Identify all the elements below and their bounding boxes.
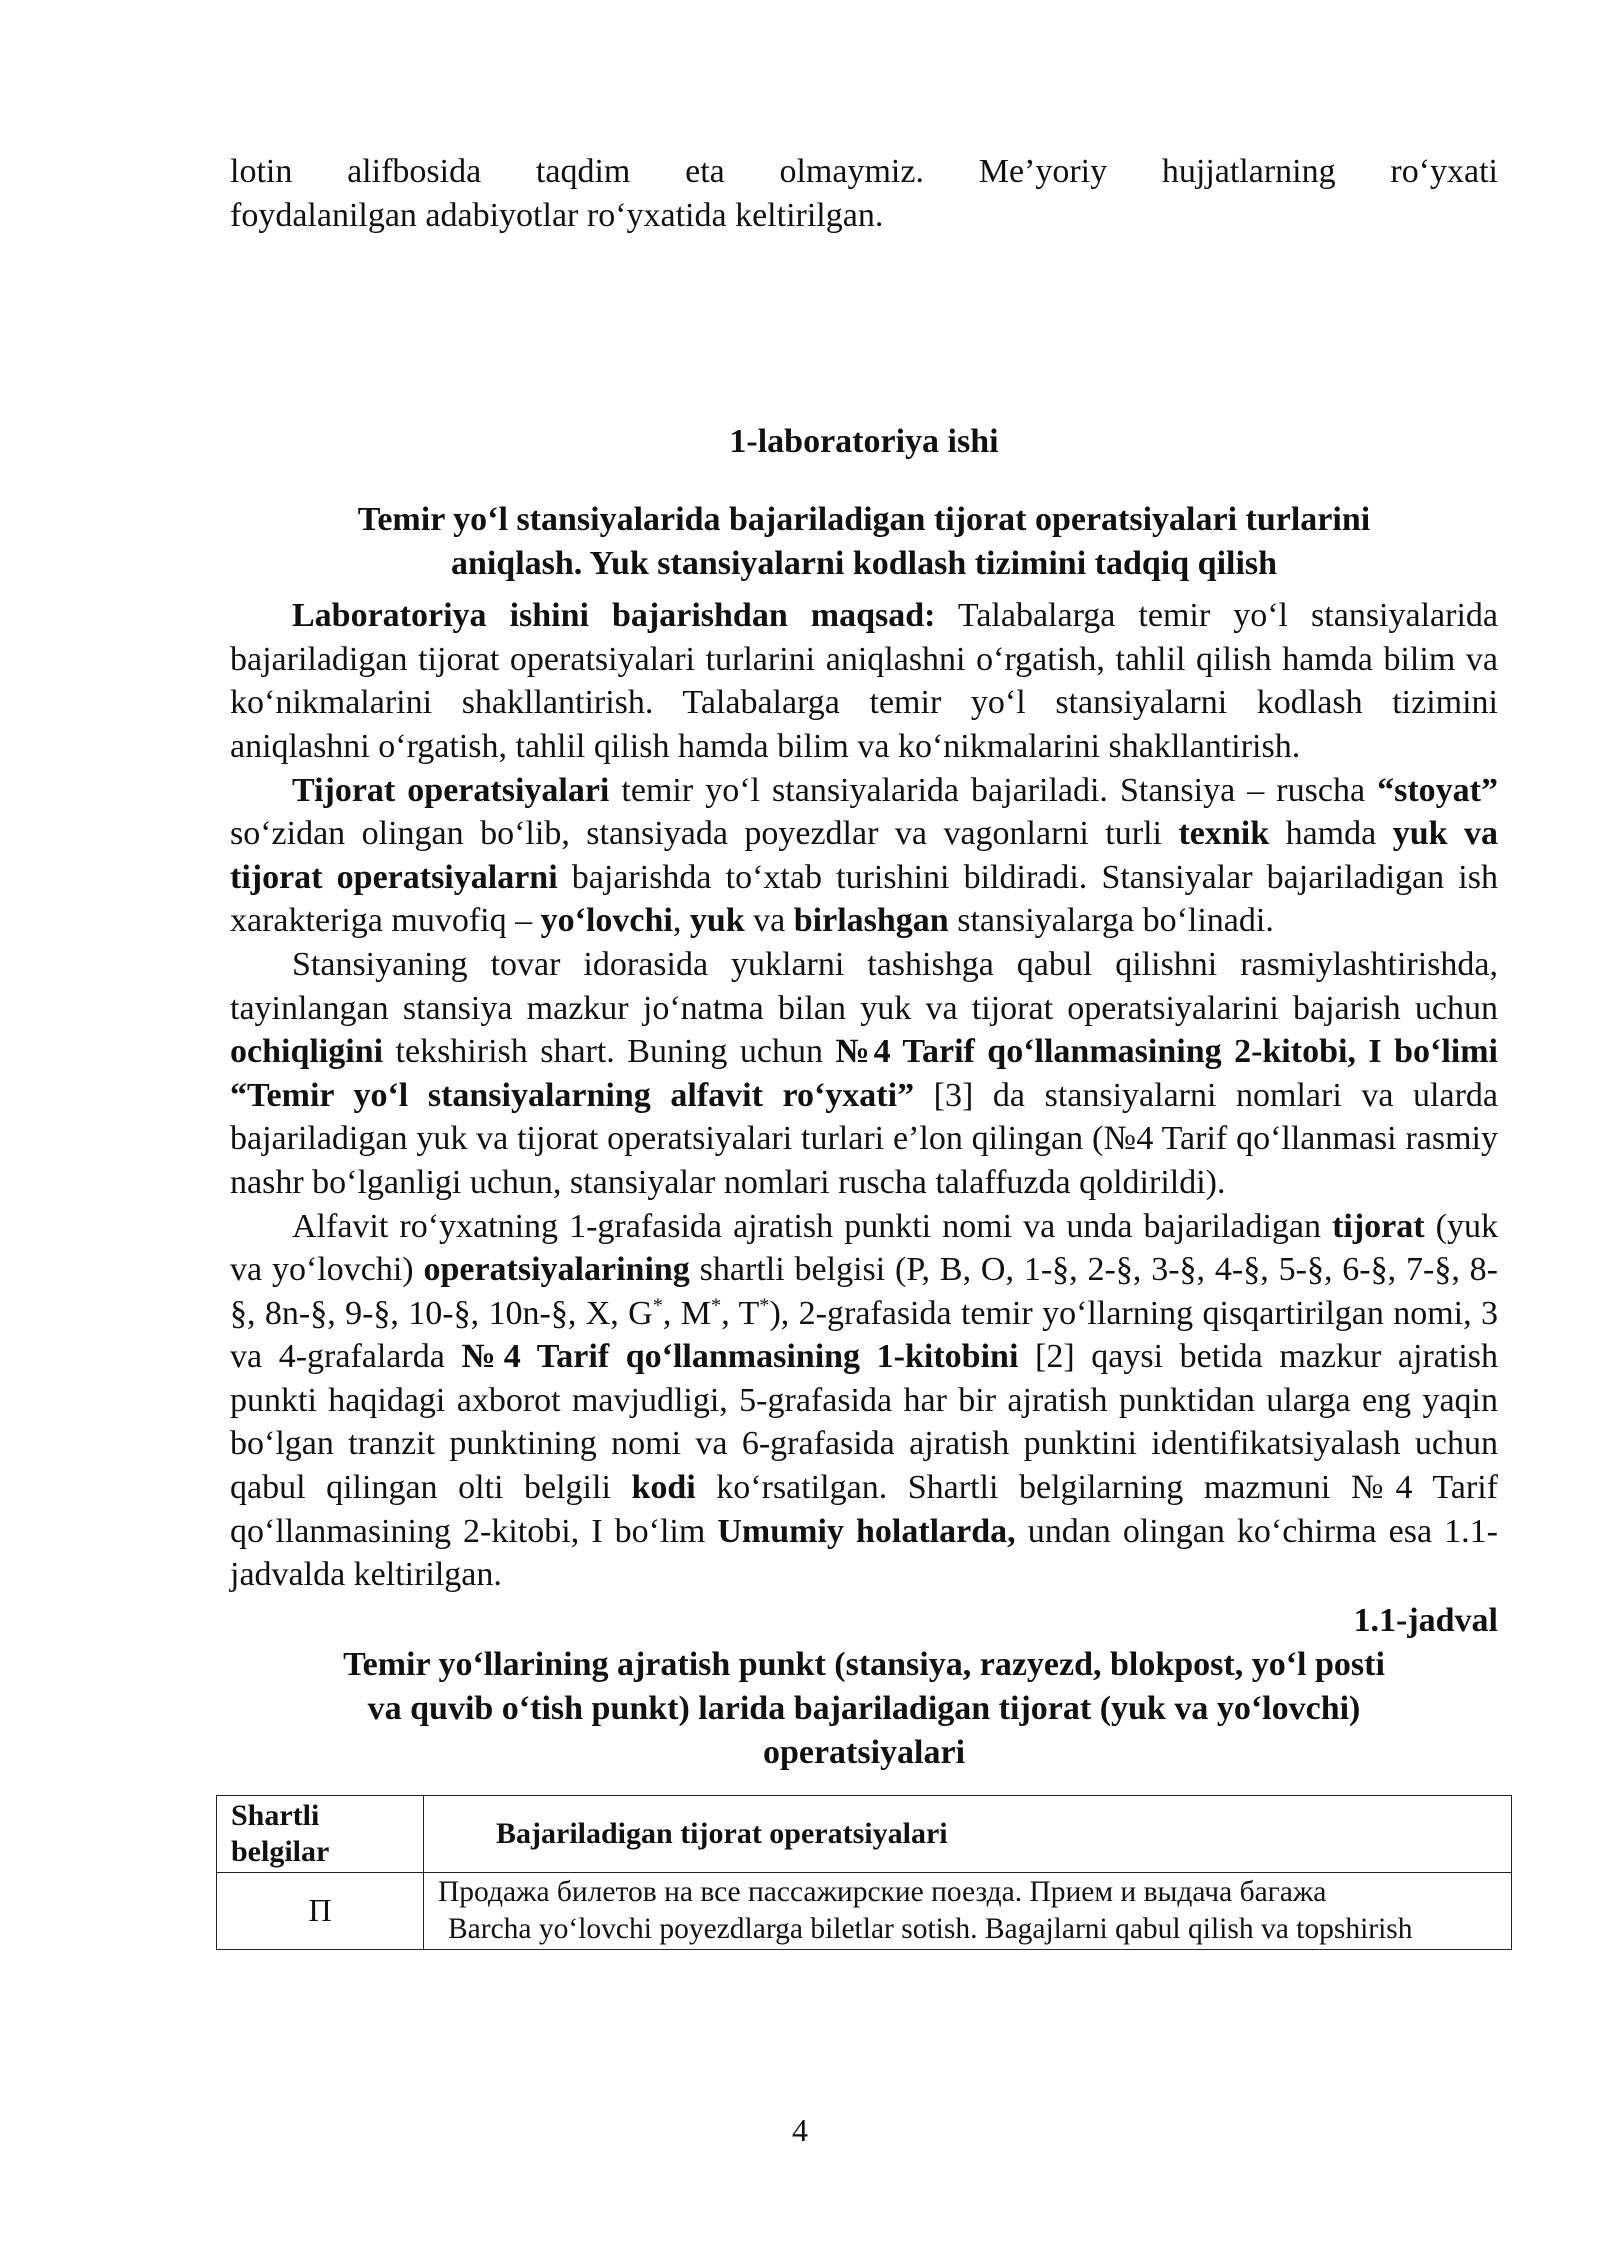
operations-table [216, 1795, 1512, 1950]
row-description [424, 1872, 1512, 1949]
bold-term: “stoyat” [1377, 771, 1498, 809]
page-number: 4 [792, 2112, 808, 2148]
table-title-line-1: Temir yo‘llarining ajratish punkt (stansiya, razyezd, blokpost, yo‘l posti [343, 1645, 1385, 1683]
table-row [217, 1872, 1512, 1949]
row-symbol: П [217, 1872, 424, 1949]
text-run: Alfavit ro‘yxatning 1-grafasida ajratish punkti nomi va unda bajariladigan [292, 1207, 1333, 1245]
text-run: bajarishda to‘xtab turishini bildiradi. Stansiyalar bajariladigan ish xarakteriga muvofiq – [230, 858, 1498, 940]
text-run: stansiyalarga bo‘linadi. [948, 902, 1274, 940]
text-run: [3] da stansiyalarni nomlari va ularda bajariladigan yuk va tijorat operatsiyalari turlari e’lon qilingan (№4 Tarif qo‘llanmasi rasmiy nashr bo‘lganligi uchun, stansiyalar nomlari ruscha talaffuzda qoldirildi). [230, 1076, 1498, 1201]
text-run: ), 2-grafasida temir yo‘llarning qisqartirilgan nomi, 3 va 4-grafalarda [230, 1294, 1499, 1376]
topic-line-1: Temir yo‘l stansiyalarida bajariladigan tijorat operatsiyalari turlarini [357, 501, 1371, 539]
bold-term: yuk va tijorat operatsiyalarni [230, 815, 1498, 896]
intro-paragraph-end [230, 194, 1498, 238]
intro-paragraph [230, 150, 1498, 194]
text-run: (yuk va yo‘lovchi) [230, 1207, 1498, 1289]
text-run: ko‘rsatilgan. Shartli belgilarning mazmuni №4 Tarif qo‘llanmasining 2-kitobi, I bo‘lim [230, 1469, 1498, 1550]
title-block [230, 237, 1498, 501]
text-run: so‘zidan olingan bo‘lib, stansiyada poyezdlar va vagonlarni turli [230, 815, 1179, 853]
bold-term: kodi [631, 1469, 696, 1507]
text-run: Stansiyaning tovar idorasida yuklarni tashishga qabul qilishni rasmiylashtirishda, tayinlangan stansiya mazkur jo‘natma bilan yuk va tijorat operatsiyalarini bajarish uchun [230, 945, 1498, 1027]
intro-line-2: foydalanilgan adabiyotlar ro‘yxatida keltirilgan. [230, 196, 884, 234]
text-run: , [672, 902, 690, 940]
header-operations: Bajariladigan tijorat operatsiyalari [424, 1795, 1512, 1872]
table-title-line-3: operatsiyalari [762, 1733, 966, 1771]
bold-term: №4 Tarif qo‘llanmasining 2-kitobi, I bo‘limi “Temir yo‘l stansiyalarning alfavit ro‘yxati” [230, 1033, 1498, 1114]
text-run: temir yo‘l stansiyalarida bajariladi. Stansiya – ruscha [609, 771, 1378, 809]
objective-paragraph [230, 594, 1498, 768]
table-header-row [217, 1795, 1512, 1872]
footnote-mark: * [759, 1294, 770, 1317]
footnote-mark: * [652, 1294, 663, 1317]
bold-term: birlashgan [793, 902, 949, 940]
bold-term: yo‘lovchi [540, 902, 673, 940]
text-run: va [744, 902, 794, 940]
text-run: shartli belgisi (P, B, O, 1-§, 2-§, 3-§, 4-§, 5-§, 6-§, 7-§, 8-§, 8n-§, 9-§, 10-§, 10n-§, X, G [230, 1251, 1499, 1332]
alphabet-list-paragraph [230, 1205, 1498, 1597]
commercial-ops-paragraph [230, 769, 1498, 943]
footnote-mark: * [711, 1294, 722, 1317]
row-text-uz: Barcha yo‘lovchi poyezdlarga biletlar sotish. Bagajlarni qabul qilish va topshirish [448, 1912, 1413, 1945]
text-run: , T [721, 1294, 760, 1332]
table-title-line-2: va quvib o‘tish punkt) larida bajariladigan tijorat (yuk va yo‘lovchi) [367, 1689, 1361, 1727]
objective-label: Laboratoriya ishini bajarishdan maqsad: [292, 597, 936, 635]
text-run: , M [662, 1294, 712, 1332]
bold-term: texnik [1178, 815, 1270, 853]
row-text-ru: Продажа билетов на все пассажирские поезда. Прием и выдача багажа [438, 1875, 1327, 1908]
header-symbols: Shartli belgilar [217, 1795, 424, 1872]
bold-term: yuk [689, 902, 745, 940]
document-page [230, 150, 1498, 1950]
lab-title: 1-laboratoriya ishi [729, 423, 999, 461]
intro-line-1: lotin alifbosida taqdim eta olmaymiz. Me’yoriy hujjatlarning ro‘yxati [230, 153, 1498, 190]
bold-term: operatsiyalarining [423, 1251, 690, 1289]
objective-text: Talabalarga temir yo‘l stansiyalarida bajariladigan tijorat operatsiyalari turlarini aniqlashni o‘rgatish, tahlil qilish hamda bilim va ko‘nikmalarini shakllantirish. Talabalarga temir yo‘l stansiyalarni kodlash tizimini aniqlashni o‘rgatish, tahlil qilish hamda bilim va ko‘nikmalarini shakllantirish. [230, 597, 1498, 765]
cargo-office-paragraph [230, 943, 1498, 1205]
bold-term: tijorat [1332, 1207, 1425, 1245]
topic-line-2: aniqlash. Yuk stansiyalarni kodlash tizimini tadqiq qilish [450, 545, 1278, 583]
table-title [230, 1643, 1498, 1775]
bold-term: №4 Tarif qo‘llanmasining 1-kitobini [461, 1338, 1019, 1376]
bold-term: ochiqligini [230, 1033, 384, 1071]
text-run: undan olingan ko‘chirma esa 1.1-jadvalda keltirilgan. [230, 1512, 1498, 1594]
text-run: hamda [1269, 815, 1393, 853]
bold-term: Tijorat operatsiyalari [292, 771, 610, 809]
text-run: [2] qaysi betida mazkur ajratish punkti haqidagi axborot mavjudligi, 5-grafasida har bir ajratish punktidan ularga eng yaqin bo‘lgan tranzit punktining nomi va 6-grafasida ajratish punktini identifikatsiyalash uchun qabul qilingan olti belgili [230, 1338, 1498, 1507]
table-number: 1.1-jadval [1353, 1601, 1498, 1639]
lab-topic [230, 498, 1498, 586]
bold-term: Umumiy holatlarda, [717, 1512, 1016, 1550]
text-run: tekshirish shart. Buning uchun [383, 1033, 836, 1071]
